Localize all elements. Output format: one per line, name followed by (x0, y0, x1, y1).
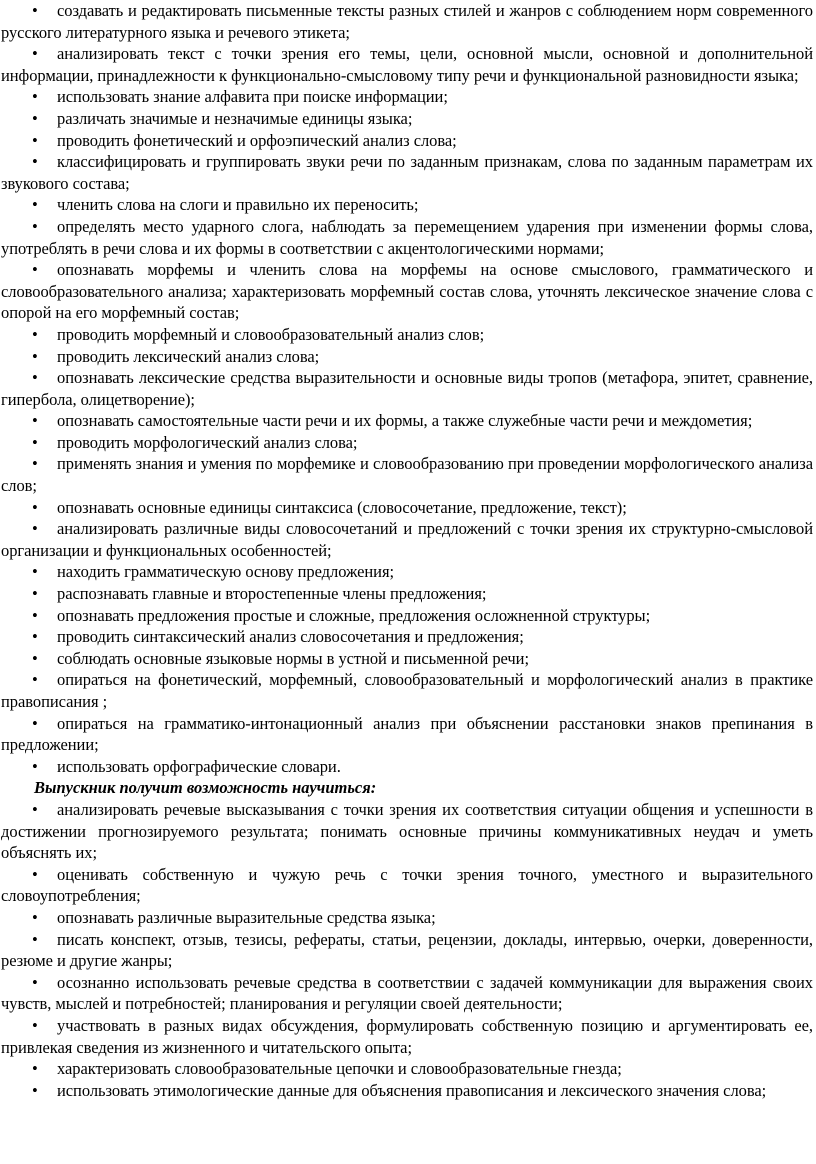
list-item (1, 259, 813, 324)
list-item (1, 713, 813, 756)
list-item (1, 626, 813, 648)
bullet-icon: • (32, 799, 38, 819)
list-item-text: использовать этимологические данные для объяснения правописания и лексического значения слова; (57, 1080, 767, 1100)
list-item-text: осознанно использовать речевые средства в соответствии с задачей коммуникации для выражения своих чувств, мыслей и потребностей; планирования и регуляции своей деятельности; (1, 972, 813, 1014)
list-item (1, 216, 813, 259)
section-heading: Выпускник получит возможность научиться: (34, 778, 377, 798)
list-item-text: проводить лексический анализ слова; (57, 346, 320, 366)
list-item (1, 346, 813, 368)
bullet-icon: • (32, 584, 38, 604)
list-item (1, 648, 813, 670)
list-item (1, 864, 813, 907)
list-item-text: проводить синтаксический анализ словосочетания и предложения; (57, 627, 524, 647)
bullet-icon: • (32, 195, 38, 215)
list-item-text: писать конспект, отзыв, тезисы, рефераты, статьи, рецензии, доклады, интервью, очерки, доверенности, резюме и другие жанры; (1, 929, 813, 971)
bullet-icon: • (32, 216, 38, 236)
list-item (1, 799, 813, 864)
list-item-text: опираться на фонетический, морфемный, словообразовательный и морфологический анализ в практике правописания ; (1, 670, 813, 711)
bullet-icon: • (32, 670, 38, 690)
bullet-icon: • (32, 648, 38, 668)
list-item (1, 561, 813, 583)
list-item (1, 669, 813, 712)
list-item-text: анализировать текст с точки зрения его темы, цели, основной мысли, основной и дополнительной информации, принадлежности к функционально-смысловому типу речи и функциональной разновидности языка; (1, 44, 813, 85)
list-item (1, 194, 813, 216)
list-item (1, 497, 813, 519)
bullet-icon: • (32, 713, 38, 733)
list-item-text: оценивать собственную и чужую речь с точки зрения точного, уместного и выразительного словоупотребления; (1, 864, 813, 906)
list-item-text: анализировать речевые высказывания с точки зрения их соответствия ситуации общения и успешности в достижении прогнозируемого результата; понимать основные причины коммуникативных неудач и уметь объяснять их; (1, 799, 813, 863)
list-item-text: определять место ударного слога, наблюдать за перемещением ударения при изменении формы слова, употреблять в речи слова и их формы в соответствии с акцентологическими нормами; (1, 216, 813, 258)
bullet-icon: • (32, 605, 38, 625)
bullet-icon: • (32, 1015, 38, 1035)
list-item-text: классифицировать и группировать звуки речи по заданным признакам, слова по заданным параметрам их звукового состава; (1, 152, 813, 193)
list-item (1, 1058, 813, 1080)
list-item (1, 108, 813, 130)
list-item (1, 151, 813, 194)
bullet-icon: • (32, 627, 38, 647)
list-item-text: анализировать различные виды словосочетаний и предложений с точки зрения их структурно-смысловой организации и функциональных особенностей; (1, 519, 813, 560)
list-item-text: опираться на грамматико-интонационный анализ при объяснении расстановки знаков препинания в предложении; (1, 713, 813, 755)
bullet-icon: • (32, 907, 38, 927)
bullet-icon: • (32, 346, 38, 366)
list-item-text: распознавать главные и второстепенные члены предложения; (57, 584, 487, 604)
list-item (1, 929, 813, 972)
bullet-icon: • (32, 519, 38, 539)
bullet-icon: • (32, 324, 38, 344)
list-item (1, 130, 813, 152)
list-item (1, 453, 813, 496)
list-item (1, 43, 813, 86)
list-item-text: опознавать основные единицы синтаксиса (словосочетание, предложение, текст); (57, 497, 627, 517)
list-item (1, 324, 813, 346)
list-item-text: находить грамматическую основу предложения; (57, 562, 395, 582)
list-item-text: использовать орфографические словари. (57, 756, 341, 776)
bullet-icon: • (32, 497, 38, 517)
list-item (1, 583, 813, 605)
bullet-icon: • (32, 87, 38, 107)
bullet-icon: • (32, 152, 38, 172)
bullet-list-part2 (1, 799, 813, 1101)
list-item-text: опознавать самостоятельные части речи и их формы, а также служебные части речи и междометия; (57, 411, 753, 431)
list-item (1, 0, 813, 43)
list-item (1, 1080, 813, 1102)
list-item-text: проводить фонетический и орфоэпический анализ слова; (57, 130, 457, 150)
list-item-text: участвовать в разных видах обсуждения, формулировать собственную позицию и аргументировать ее, привлекая сведения из жизненного и читательского опыта; (1, 1015, 813, 1057)
bullet-icon: • (32, 454, 38, 474)
bullet-icon: • (32, 108, 38, 128)
list-item-text: членить слова на слоги и правильно их переносить; (57, 195, 419, 215)
bullet-icon: • (32, 411, 38, 431)
list-item (1, 972, 813, 1015)
list-item (1, 432, 813, 454)
list-item (1, 410, 813, 432)
list-item (1, 86, 813, 108)
list-item (1, 1015, 813, 1058)
bullet-icon: • (32, 929, 38, 949)
bullet-icon: • (32, 1080, 38, 1100)
list-item (1, 367, 813, 410)
list-item-text: опознавать различные выразительные средства языка; (57, 907, 436, 927)
list-item-text: создавать и редактировать письменные тексты разных стилей и жанров с соблюдением норм современного русского литературного языка и речевого этикета; (1, 1, 813, 42)
list-item (1, 605, 813, 627)
bullet-icon: • (32, 756, 38, 776)
list-item-text: проводить морфологический анализ слова; (57, 432, 358, 452)
list-item-text: применять знания и умения по морфемике и словообразованию при проведении морфологического анализа слов; (1, 454, 813, 496)
bullet-icon: • (32, 368, 38, 388)
bullet-icon: • (32, 864, 38, 884)
list-item-text: различать значимые и незначимые единицы языка; (57, 108, 413, 128)
bullet-icon: • (32, 260, 38, 280)
bullet-icon: • (32, 44, 38, 64)
bullet-icon: • (32, 1, 38, 20)
bullet-icon: • (32, 130, 38, 150)
list-item-text: соблюдать основные языковые нормы в устной и письменной речи; (57, 648, 529, 668)
bullet-list-part1 (1, 0, 813, 777)
bullet-icon: • (32, 432, 38, 452)
list-item-text: характеризовать словообразовательные цепочки и словообразовательные гнезда; (57, 1059, 622, 1079)
list-item-text: проводить морфемный и словообразовательный анализ слов; (57, 324, 485, 344)
bullet-icon: • (32, 972, 38, 992)
list-item-text: использовать знание алфавита при поиске информации; (57, 87, 448, 107)
list-item (1, 518, 813, 561)
list-item-text: опознавать морфемы и членить слова на морфемы на основе смыслового, грамматического и словообразовательного анализа; характеризовать морфемный состав слова, уточнять лексическое значение слова с опорой на его морфемный состав; (1, 260, 813, 323)
bullet-icon: • (32, 1059, 38, 1079)
list-item-text: опознавать лексические средства выразительности и основные виды тропов (метафора, эпитет, сравнение, гипербола, олицетворение); (1, 368, 813, 409)
list-item (1, 756, 813, 778)
list-item (1, 907, 813, 929)
list-item-text: опознавать предложения простые и сложные, предложения осложненной структуры; (57, 605, 651, 625)
bullet-icon: • (32, 562, 38, 582)
